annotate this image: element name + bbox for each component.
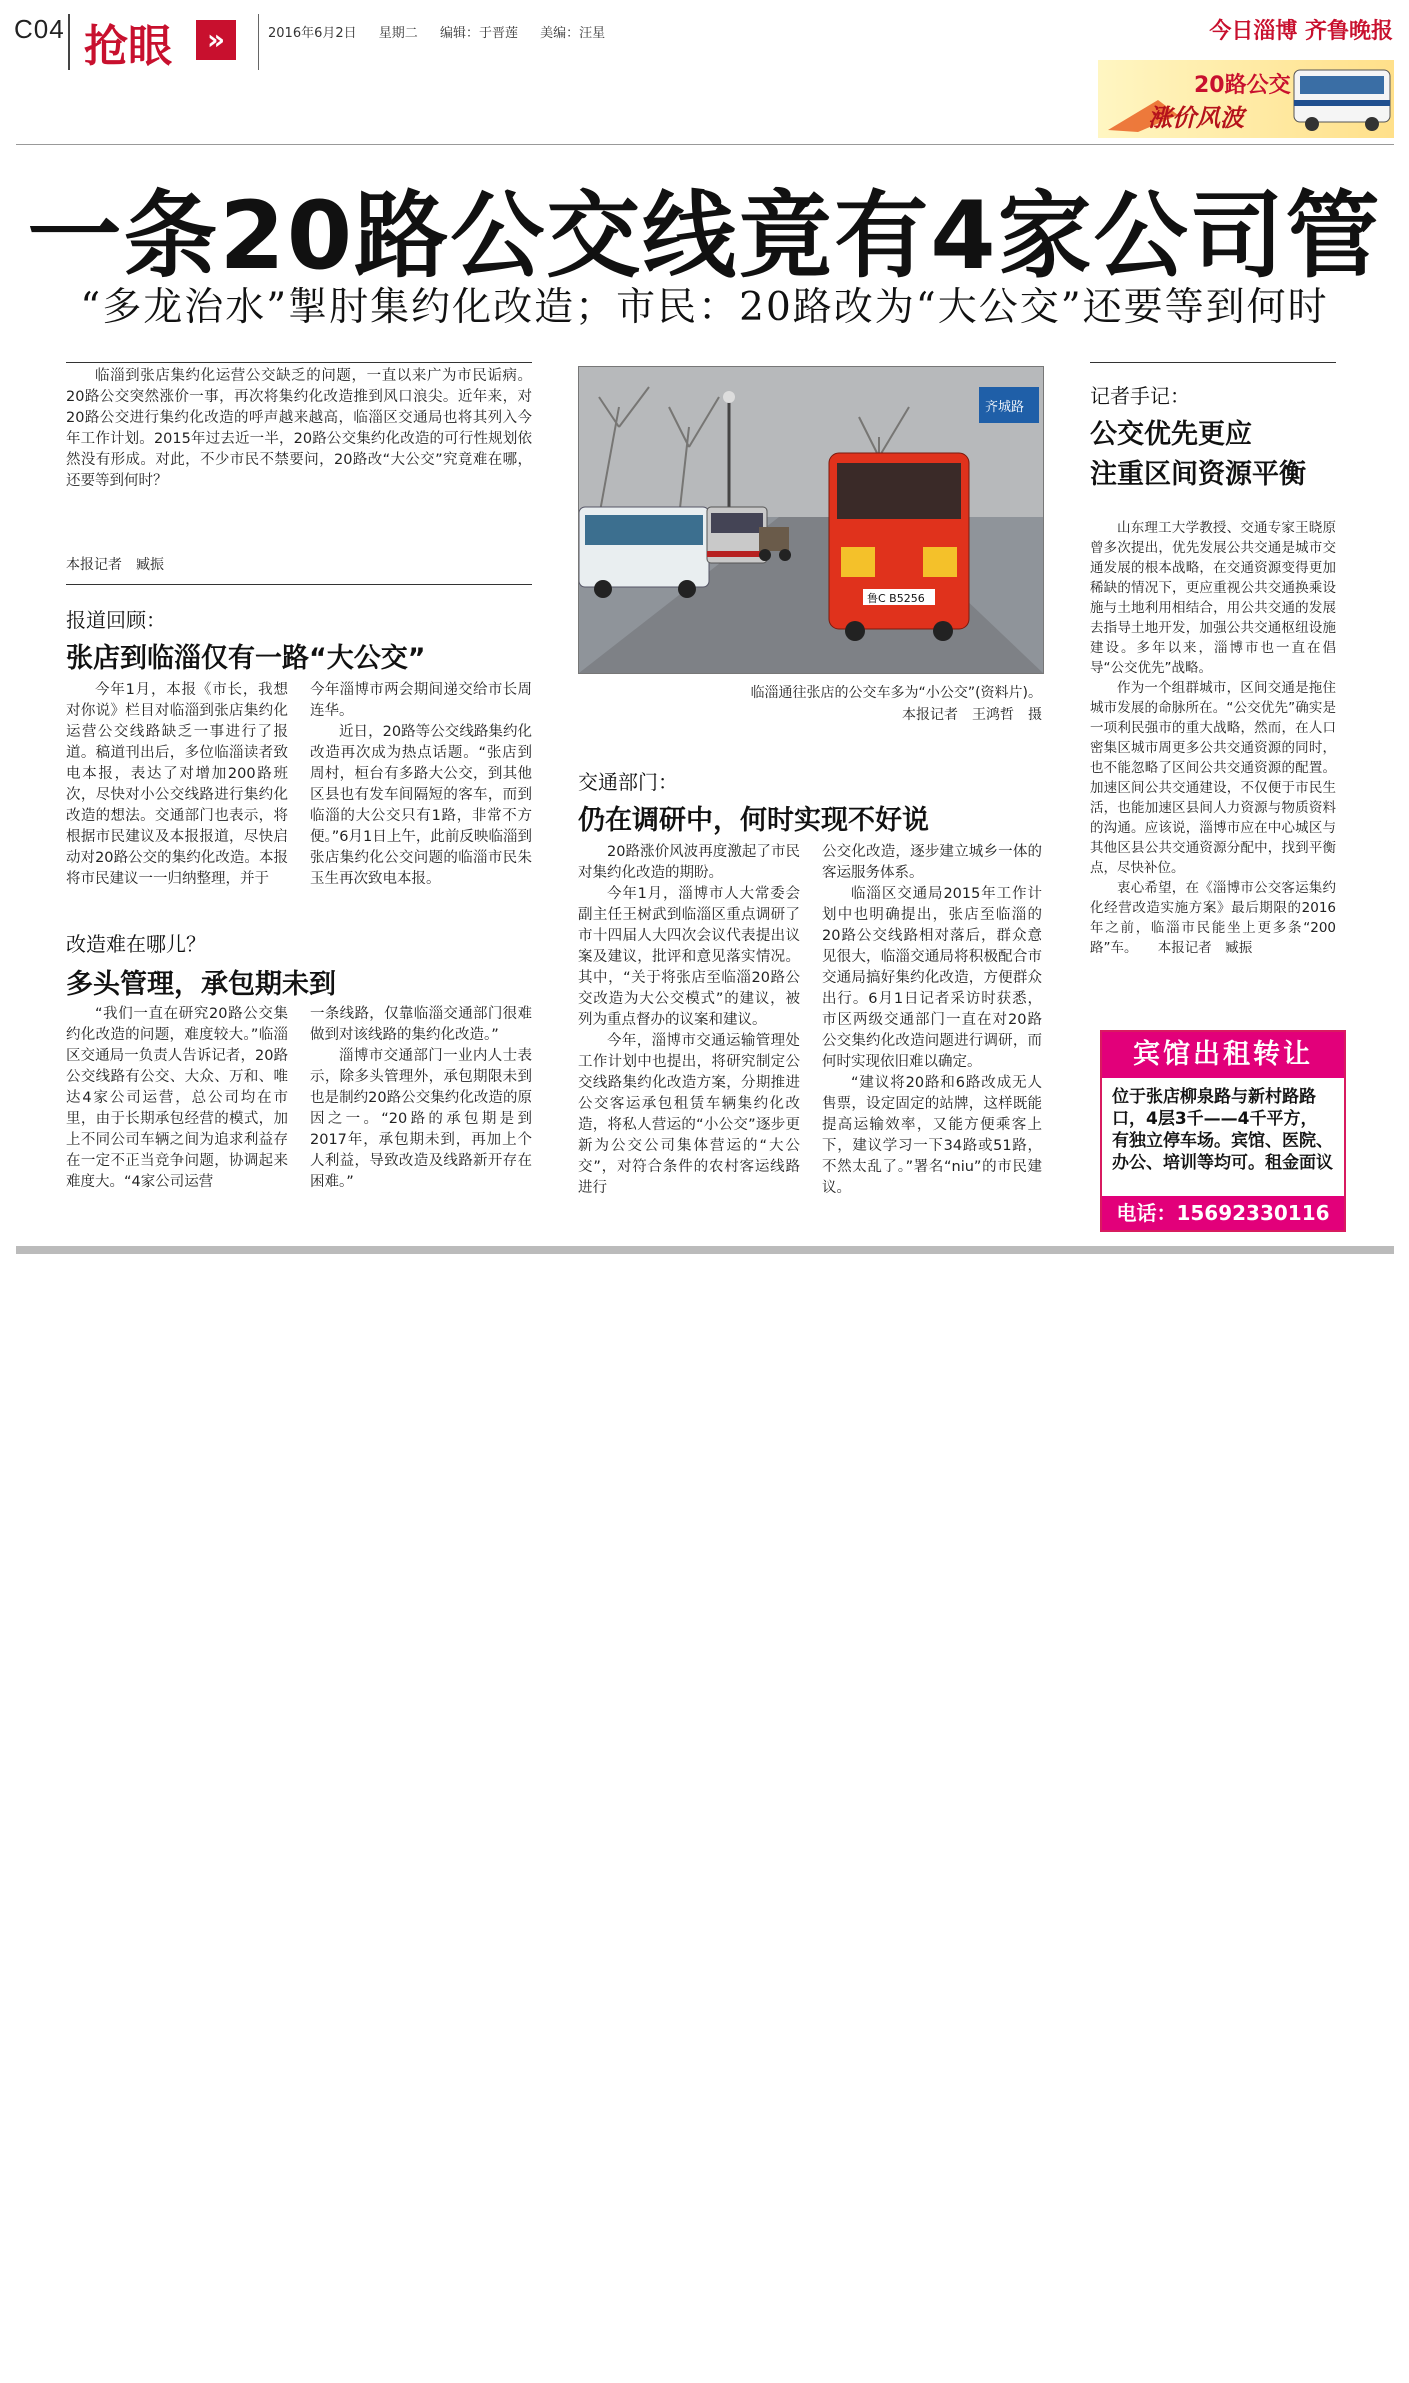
section-title: 抢眼 <box>84 21 172 72</box>
section2-col-b <box>310 1004 532 1193</box>
paragraph: 淄博市交通部门一业内人士表示，除多头管理外，承包期限未到也是制约20路公交集约化改造的原因之一。“20路的承包期是到2017年，承包期未到，再加上个人利益，导致改造及线路新开存在困难。” <box>310 1048 532 1190</box>
photo-caption-block <box>578 682 1042 726</box>
paragraph: 今年，淄博市交通运输管理处工作计划中也提出，将研究制定公交线路集约化改造方案，分期推进公交客运承包租赁车辆集约化改造，将私人营运的“小公交”逐步更新为公交公司集体营运的“大公交”，对符合条件的农村客运线路进行 <box>578 1033 800 1196</box>
paragraph: 20路涨价风波再度激起了市民对集约化改造的期盼。 <box>578 844 800 881</box>
column-banner <box>1098 60 1394 138</box>
lead-text: 临淄到张店集约化运营公交缺乏的问题，一直以来广为市民诟病。20路公交突然涨价一事，再次将集约化改造推到风口浪尖。近年来，对20路公交进行集约化改造的呼声越来越高，临淄区交通局也将其列入今年工作计划。2015年过去近一半，20路公交集约化改造的可行性规划依然没有形成。对此，不少市民不禁要问，20路改“大公交”究竟难在哪，还要等到何时？ <box>66 368 532 489</box>
lead-paragraph <box>66 366 532 492</box>
section3-col-a <box>578 842 800 1199</box>
ad-body: 位于张店柳泉路与新村路路口，4层3千——4千平方，有独立停车场。宾馆、医院、办公、培训等均可。租金面议 <box>1112 1087 1333 1173</box>
section1-title: 张店到临淄仅有一路“大公交” <box>66 643 426 674</box>
column-banner-subtitle: 涨价风波 <box>1148 103 1244 132</box>
paragraph: 临淄区交通局2015年工作计划中也明确提出，张店至临淄的20路公交线路相对落后，群众意见很大，临淄交通局将积极配合市交通局搞好集约化改造，方便群众出行。6月1日记者采访时获悉，市区两级交通部门一直在对20路公交集约化改造问题进行调研，而何时实现依旧难以确定。 <box>822 886 1042 1070</box>
red-bus-icon <box>829 453 969 641</box>
section3-kicker: 交通部门： <box>578 770 678 794</box>
section2-kicker: 改造难在哪儿？ <box>66 932 206 956</box>
header-rule <box>16 144 1394 145</box>
designer-credit: 美编：汪星 <box>540 26 606 41</box>
paragraph: “我们一直在研究20路公交集约化改造的问题，难度较大。”临淄区交通局一负责人告诉记者，20路公交线路有公交、大众、万和、唯达4家公司运营，总公司均在市里，由于长期承包经营的模式，加上不同公司车辆之间为追求利益存在一定不正当竞争问题，协调起来难度大。“4家公司运营 <box>66 1006 288 1190</box>
paragraph: 山东理工大学教授、交通专家王晓原曾多次提出，优先发展公共交通是城市交通发展的根本战略，在交通资源变得更加稀缺的情况下，更应重视公共交通换乘设施与土地利用相结合，用公共交通的发展去指导土地开发，加强公共交通枢纽设施建设。多年以来，淄博市也一直在倡导“公交优先”战略。 <box>1090 520 1336 676</box>
section3-title: 仍在调研中，何时实现不好说 <box>578 805 929 836</box>
ad-phone: 电话：15692330116 <box>1102 1196 1344 1230</box>
newspaper-masthead: 今日淄博 齐鲁晚报 <box>1209 18 1393 44</box>
bus-icon <box>579 507 709 598</box>
lead-top-rule <box>66 362 532 363</box>
paragraph: 公交化改造，逐步建立城乡一体的客运服务体系。 <box>822 844 1042 881</box>
paragraph: “建议将20路和6路改成无人售票，设定固定的站牌，这样既能提高运输效率，又能方便乘客上下，建议学习一下34路或51路，不然太乱了。”署名“niu”的市民建议。 <box>822 1075 1042 1196</box>
page-bottom-bar <box>16 1246 1394 1254</box>
paragraph: 近日，20路等公交线路集约化改造再次成为热点话题。“张店到周村，桓台有多路大公交，到其他区县也有发车间隔短的客车，而到临淄的大公交只有1路，非常不方便。”6月1日上午，此前反映临淄到张店集约化公交问题的临淄市民朱玉生再次致电本报。 <box>310 724 532 887</box>
notes-title-line1: 公交优先更应 <box>1090 419 1252 450</box>
section2-col-a <box>66 1004 288 1193</box>
header-divider <box>68 14 70 70</box>
bus-license-plate: 鲁C B5256 <box>867 592 925 605</box>
section2-title: 多头管理，承包期未到 <box>66 969 336 1000</box>
lead-byline: 本报记者 臧振 <box>66 557 164 573</box>
headline: 一条20路公交线竟有4家公司管 <box>27 182 1382 291</box>
bus-icon <box>707 507 767 563</box>
photo-caption: 临淄通往张店的公交车多为“小公交”(资料片)。 <box>750 685 1042 701</box>
issue-meta <box>268 22 623 41</box>
page-number: C04 <box>14 14 65 44</box>
paragraph: 衷心希望，在《淄博市公交客运集约化经营改造实施方案》最后期限的2016年之前，临淄市民能坐上更多条“200路”车。 本报记者 臧振 <box>1090 880 1336 956</box>
paragraph: 今年1月，淄博市人大常委会副主任王树武到临淄区重点调研了市十四届人大四次会议代表提出议案及建议，批评和意见落实情况。其中，“关于将张店至临淄20路公交改造为大公交模式”的建议，被列为重点督办的议案和建议。 <box>578 886 800 1028</box>
notes-body <box>1090 518 1336 958</box>
section3-col-b <box>822 842 1042 1199</box>
street-sign: 齐城路 <box>985 400 1025 415</box>
section1-col-a <box>66 680 288 890</box>
issue-date: 2016年6月2日 <box>268 26 357 41</box>
notes-title-line2: 注重区间资源平衡 <box>1090 459 1306 490</box>
paragraph: 一条线路，仅靠临淄交通部门很难做到对该线路的集约化改造。” <box>310 1006 532 1043</box>
news-photo <box>578 366 1044 674</box>
notes-top-rule <box>1090 362 1336 363</box>
issue-weekday: 星期二 <box>378 26 418 41</box>
editor-credit: 编辑：于晋莲 <box>439 26 518 41</box>
photo-credit: 本报记者 王鸿哲 摄 <box>902 707 1042 723</box>
paragraph: 今年淄博市两会期间递交给市长周连华。 <box>310 682 532 719</box>
subheadline: “多龙治水”掣肘集约化改造；市民：20路改为“大公交”还要等到何时 <box>80 285 1329 330</box>
paragraph: 作为一个组群城市，区间交通是拖住城市发展的命脉所在。“公交优先”确实是一项利民强市的重大战略，然而，在人口密集区城市周更多公共交通资源的同时，也不能忽略了区间公共交通资源的配置。加速区间公共交通建设，不仅便于市民生活，也能加速区县间人力资源与物质资料的沟通。应该说，淄博市应在中心城区与其他区县公共交通资源分配中，找到平衡点，尽快补位。 <box>1090 680 1336 876</box>
section1-col-b <box>310 680 532 890</box>
street-bus-photo <box>579 367 1043 673</box>
section1-kicker: 报道回顾： <box>66 608 166 632</box>
double-chevron-icon: » <box>196 20 236 60</box>
column-banner-title: 20路公交 <box>1194 73 1291 98</box>
section-rule <box>66 584 532 585</box>
classified-ad <box>1100 1030 1346 1232</box>
notes-kicker: 记者手记： <box>1090 384 1190 408</box>
paragraph: 今年1月，本报《市长，我想对你说》栏目对临淄到张店集约化运营公交线路缺乏一事进行了报道。稿道刊出后，多位临淄读者致电本报，表达了对增加200路班次，尽快对小公交线路进行集约化改造的想法。交通部门也表示，将根据市民建议及本报报道，尽快启动对20路公交的集约化改造。本报将市民建议一一归纳整理，并于 <box>66 682 288 887</box>
header-divider <box>258 14 259 70</box>
ad-title: 宾馆出租转让 <box>1102 1032 1344 1078</box>
bus-icon <box>1294 70 1390 131</box>
